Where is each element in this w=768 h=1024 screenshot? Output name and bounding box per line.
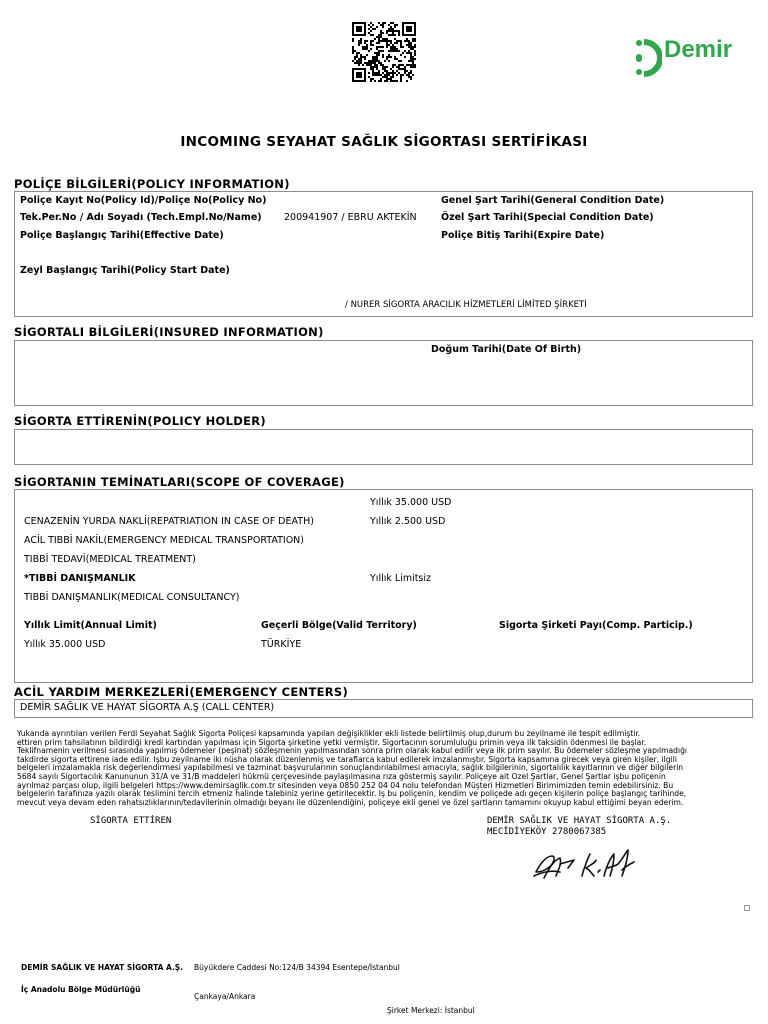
policy-info-box [14, 191, 753, 317]
legal-line: belgelerin tarafınıza yazılı olarak teslimini tercih etmeniz halinde talebiniz yerine getirilecektir. İş bu poliçenin, kendim ve poliçede adı geçen kişilerin poliçe başlangıç tarihinde, [17, 790, 687, 799]
emergency-box [14, 699, 753, 718]
general-condition-label: Genel Şart Tarihi(General Condition Date) [441, 195, 665, 206]
consultancy-detail: TIBBİ DANIŞMANLIK(MEDICAL CONSULTANCY) [24, 592, 240, 603]
coverage-item-transport: ACİL TIBBİ NAKİL(EMERGENCY MEDICAL TRANSPORTATION) [24, 535, 304, 546]
coverage-item-repatriation: CENAZENİN YURDA NAKLİ(REPATRIATION IN CASE OF DEATH) [24, 516, 314, 527]
company-share-label: Sigorta Şirketi Payı(Comp. Particip.) [499, 620, 693, 631]
footer-regional-city: Çankaya/Ankara [194, 992, 256, 1001]
signature-image [530, 842, 640, 886]
brand-name: Demir [664, 36, 733, 63]
emergency-center: DEMİR SAĞLIK VE HAYAT SİGORTA A.Ş (CALL CENTER) [20, 702, 275, 713]
policy-holder-box [14, 429, 753, 465]
legal-text [17, 730, 753, 807]
qr-code-icon [352, 22, 416, 82]
territory-label: Geçerli Bölge(Valid Territory) [261, 620, 417, 631]
coverage-box [14, 489, 753, 683]
legal-line: Yukarıda ayrıntıları verilen Ferdi Seyahat Sağlık Sigorta Poliçesi kapsamında yapılan değişiklikler ekli listede belirtilmiş olup,durum bu zeyilname ile tespit edilmiştir. [17, 730, 641, 738]
footer-hq: Şirket Merkezi: İstanbul [387, 1006, 475, 1015]
coverage-item-treatment: TIBBİ TEDAVİ(MEDICAL TREATMENT) [24, 554, 196, 565]
holder-section-title: SİGORTA ETTİRENİN(POLICY HOLDER) [14, 414, 266, 428]
small-marker [744, 905, 750, 911]
agency-name: / NURER SİGORTA ARACILIK HİZMETLERİ LİMİTED ŞİRKETİ [345, 300, 587, 310]
insured-section-title: SİGORTALI BİLGİLERİ(INSURED INFORMATION) [14, 325, 324, 339]
policy-start-label: Zeyl Başlangıç Tarihi(Policy Start Date) [20, 265, 230, 276]
annual-limit-value: Yıllık 35.000 USD [24, 639, 106, 650]
insured-info-box [14, 340, 753, 406]
employee-value: 200941907 / EBRU AKTEKİN [284, 212, 417, 223]
employee-label: Tek.Per.No / Adı Soyadı (Tech.Empl.No/Name) [20, 212, 262, 223]
consultancy-title: *TIBBİ DANIŞMANLIK [24, 573, 136, 584]
coverage-top-amount: Yıllık 35.000 USD [370, 497, 452, 508]
policy-record-label: Poliçe Kayıt No(Policy Id)/Poliçe No(Policy No) [20, 195, 267, 206]
territory-value: TÜRKİYE [261, 639, 302, 650]
demir-logo-icon [634, 38, 662, 78]
policy-section-title: POLİÇE BİLGİLERİ(POLICY INFORMATION) [14, 177, 290, 191]
dob-label: Doğum Tarihi(Date Of Birth) [431, 344, 582, 355]
emergency-section-title: ACİL YARDIM MERKEZLERİ(EMERGENCY CENTERS) [14, 685, 349, 699]
legal-line: ayrılmaz parçası olup, ilgili belgeleri https://www.demirsaglik.com.tr sitesinden veya 0850 252 04 04 nolu telefondan Müşteri Hizmetleri Birimimizden temin edebilirsiniz. Bu [17, 781, 674, 790]
effective-date-label: Poliçe Başlangıç Tarihi(Effective Date) [20, 230, 224, 241]
company-signature-line1: DEMİR SAĞLIK VE HAYAT SİGORTA A.Ş. [487, 816, 672, 826]
coverage-item-repatriation-amount: Yıllık 2.500 USD [370, 516, 446, 527]
document-title: INCOMING SEYAHAT SAĞLIK SİGORTASI SERTİFİKASI [180, 134, 588, 150]
legal-line: mevcut veya devam eden rahatsızlıklarının/tedavilerinin olmadığı beyanı ile düzenlendiğini, poliçeye ekli genel ve özel şartların tamamını okuyup kabul ettiğimi beyan ederim. [17, 798, 684, 807]
company-signature-line2: MECİDİYEKÖY 2780067385 [487, 827, 607, 837]
footer-address: Büyükdere Caddesi No:124/B 34394 Esentepe/İstanbul [194, 963, 400, 972]
footer-regional: İç Anadolu Bölge Müdürlüğü [21, 985, 141, 994]
legal-line: ettiren prim tahsilatının bildirdiği kredi kartından yapılması için Sigorta şirketine yetki vermiştir. Sigortacının sorumluluğu primin veya ilk taksidin ödenmesi ile başlar. [17, 738, 647, 747]
legal-line: takdirde sigorta ettirene iade edilir. İşbu zeyilname iki nüsha olarak düzenlenmiş ve taraflarca kabul edilerek imzalanmıştır. Sigorta kapsamına girecek veya giren kişiler, ilgili [17, 755, 677, 764]
coverage-section-title: SİGORTANIN TEMİNATLARI(SCOPE OF COVERAGE) [14, 475, 345, 489]
consultancy-amount: Yıllık Limitsiz [370, 573, 432, 584]
expire-date-label: Poliçe Bitiş Tarihi(Expire Date) [441, 230, 605, 241]
legal-line: Teklifnamenin verilmesi sırasında yapılmış ödemeler (peşinat) sözleşmenin yapılmasından sonra prim olarak kabul edilir veya ilk prim sayılır. Bu ödemeler sözleşme yapılmadığı [17, 747, 688, 756]
footer-company: DEMİR SAĞLIK VE HAYAT SİGORTA A.Ş. [21, 963, 184, 972]
special-condition-label: Özel Şart Tarihi(Special Condition Date) [441, 212, 654, 223]
annual-limit-label: Yıllık Limit(Annual Limit) [24, 620, 157, 631]
demir-logo [634, 36, 733, 78]
legal-line: 5684 sayılı Sigortacılık Kanununun 31/A ve 31/B maddeleri hükmü çerçevesinde paylaşılmasına rıza göstermiş sayılır. Poliçeye ait Özel Şartlar, Genel Şartlar işbu poliçenin [17, 772, 666, 781]
holder-signature-label: SİGORTA ETTİREN [90, 816, 172, 826]
legal-line: belgeleri imzalamakla risk değerlendirmesi yapılabilmesi ve tazminat başvurularının sonuçlandırılabilmesi amacıyla, sağlık bilgilerinin, sigortalılık kayıtlarının ve diğer bilgilerin [17, 764, 684, 773]
